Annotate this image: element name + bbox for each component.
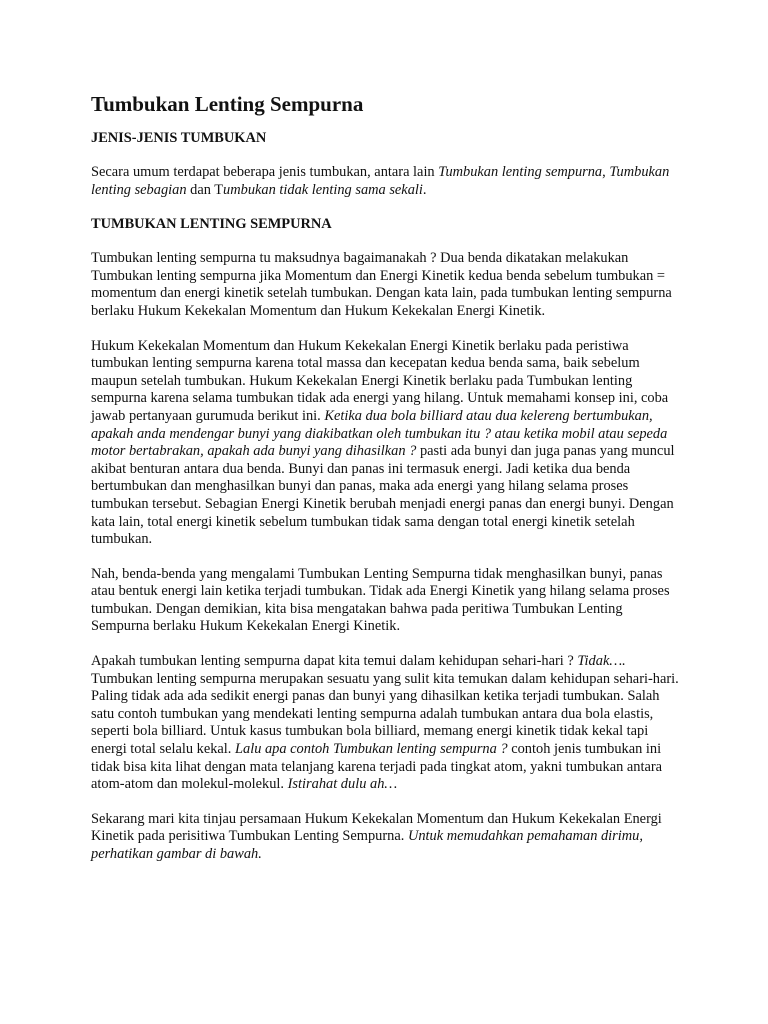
text-run: pasti ada bunyi dan juga panas yang muncul akibat benturan antara dua benda. Bunyi dan panas ini termasuk energi. Jadi ketika dua benda bertumbukan dan menghasilkan bunyi dan panas, maka ada energi yang hilang selama proses tumbukan tersebut. Sebagian Energi Kinetik berubah menjadi energi panas dan energi bunyi. Dengan kata lain, total energi kinetik sebelum tumbukan tidak sama dengan total energi kinetik setelah tumbukan.: [91, 443, 675, 548]
paragraph-definition: [91, 250, 681, 320]
section-heading-jenis: JENIS-JENIS TUMBUKAN: [91, 130, 267, 146]
text-run: contoh jenis tumbukan ini tidak bisa kita lihat dengan mata telanjang karena terjadi pada tingkat atom, yakni tumbukan antara atom-atom dan molekul-molekul.: [91, 741, 663, 793]
paragraph-no-energy-loss: [91, 566, 681, 636]
text-run: Sekarang mari kita tinjau persamaan Hukum Kekekalan Momentum dan Hukum Kekekalan Energi Kinetik pada perisitiwa Tumbukan Lenting Sempurna.: [91, 810, 662, 845]
italic-text-run: Tumbukan lenting sebagian: [91, 164, 670, 198]
text-run: dan T: [186, 181, 224, 198]
paragraph-equations: [91, 811, 681, 864]
text-run: Hukum Kekekalan Momentum dan Hukum Kekekalan Energi Kinetik berlaku pada peristiwa tumbukan lenting sempurna karena total massa dan kecepatan kedua benda sama, baik sebelum maupun setelah tumbukan. Hukum Kekekalan Energi Kinetik berlaku pada Tumbukan lenting sempurna karena selama tumbukan tidak ada energi yang hilang. Untuk memahami konsep ini, coba jawab pertanyaan gurumuda berikut ini.: [91, 337, 669, 424]
italic-text-run: Istirahat dulu ah…: [287, 776, 398, 793]
italic-text-run: Ketika dua bola billiard atau dua kelereng bertumbukan, apakah anda mendengar bunyi yang diakibatkan oleh tumbukan itu ? atau ketika mobil atau sepeda motor bertabrakan, apakah ada bunyi yang dihasilkan ?: [91, 407, 668, 460]
italic-text-run: Tidak….: [577, 653, 626, 670]
text-run: .: [422, 181, 427, 198]
text-run: Tumbukan lenting sempurna tu maksudnya bagaimanakah ? Dua benda dikatakan melakukan Tumbukan lenting sempurna jika Momentum dan Energi Kinetik kedua benda sebelum tumbukan = momentum dan energi kinetik setelah tumbukan. Dengan kata lain, pada tumbukan lenting sempurna berlaku Hukum Kekekalan Momentum dan Hukum Kekekalan Energi Kinetik.: [91, 250, 672, 319]
document-page: [91, 92, 681, 881]
section-heading-lenting: TUMBUKAN LENTING SEMPURNA: [91, 216, 332, 233]
paragraph-intro: [91, 164, 681, 199]
text-run: ,: [602, 164, 610, 180]
page-title: Tumbukan Lenting Sempurna: [91, 92, 364, 116]
text-run: Tumbukan lenting sempurna merupakan sesuatu yang sulit kita temukan dalam kehidupan sehari-hari. Paling tidak ada ada sedikit energi panas dan bunyi yang dihasilkan ketika terjadi tumbukan. Salah satu contoh tumbukan yang mendekati lenting sempurna adalah tumbukan antara dua bola elastis, seperti bola billiard. Untuk kasus tumbukan bola billiard, memang energi kinetik tidak kekal tapi energi total selalu kekal.: [91, 670, 679, 758]
text-run: Secara umum terdapat beberapa jenis tumbukan, antara lain: [91, 164, 439, 180]
italic-text-run: Untuk memudahkan pemahaman dirimu, perhatikan gambar di bawah.: [91, 828, 643, 862]
paragraph-daily-life: [91, 653, 681, 794]
italic-text-run: Lalu apa contoh Tumbukan lenting sempurna ?: [235, 741, 508, 758]
text-run: Apakah tumbukan lenting sempurna dapat kita temui dalam kehidupan sehari-hari ?: [91, 653, 578, 670]
italic-text-run: Tumbukan lenting sempurna: [438, 164, 603, 180]
paragraph-conservation: [91, 338, 681, 549]
italic-text-run: umbukan tidak lenting sama sekali: [223, 181, 423, 198]
text-run: Nah, benda-benda yang mengalami Tumbukan Lenting Sempurna tidak menghasilkan bunyi, panas atau bentuk energi lain ketika terjadi tumbukan. Tidak ada Energi Kinetik yang hilang selama proses tumbukan. Dengan demikian, kita bisa mengatakan bahwa pada peritiwa Tumbukan Lenting Sempurna berlaku Hukum Kekekalan Energi Kinetik.: [91, 565, 670, 635]
